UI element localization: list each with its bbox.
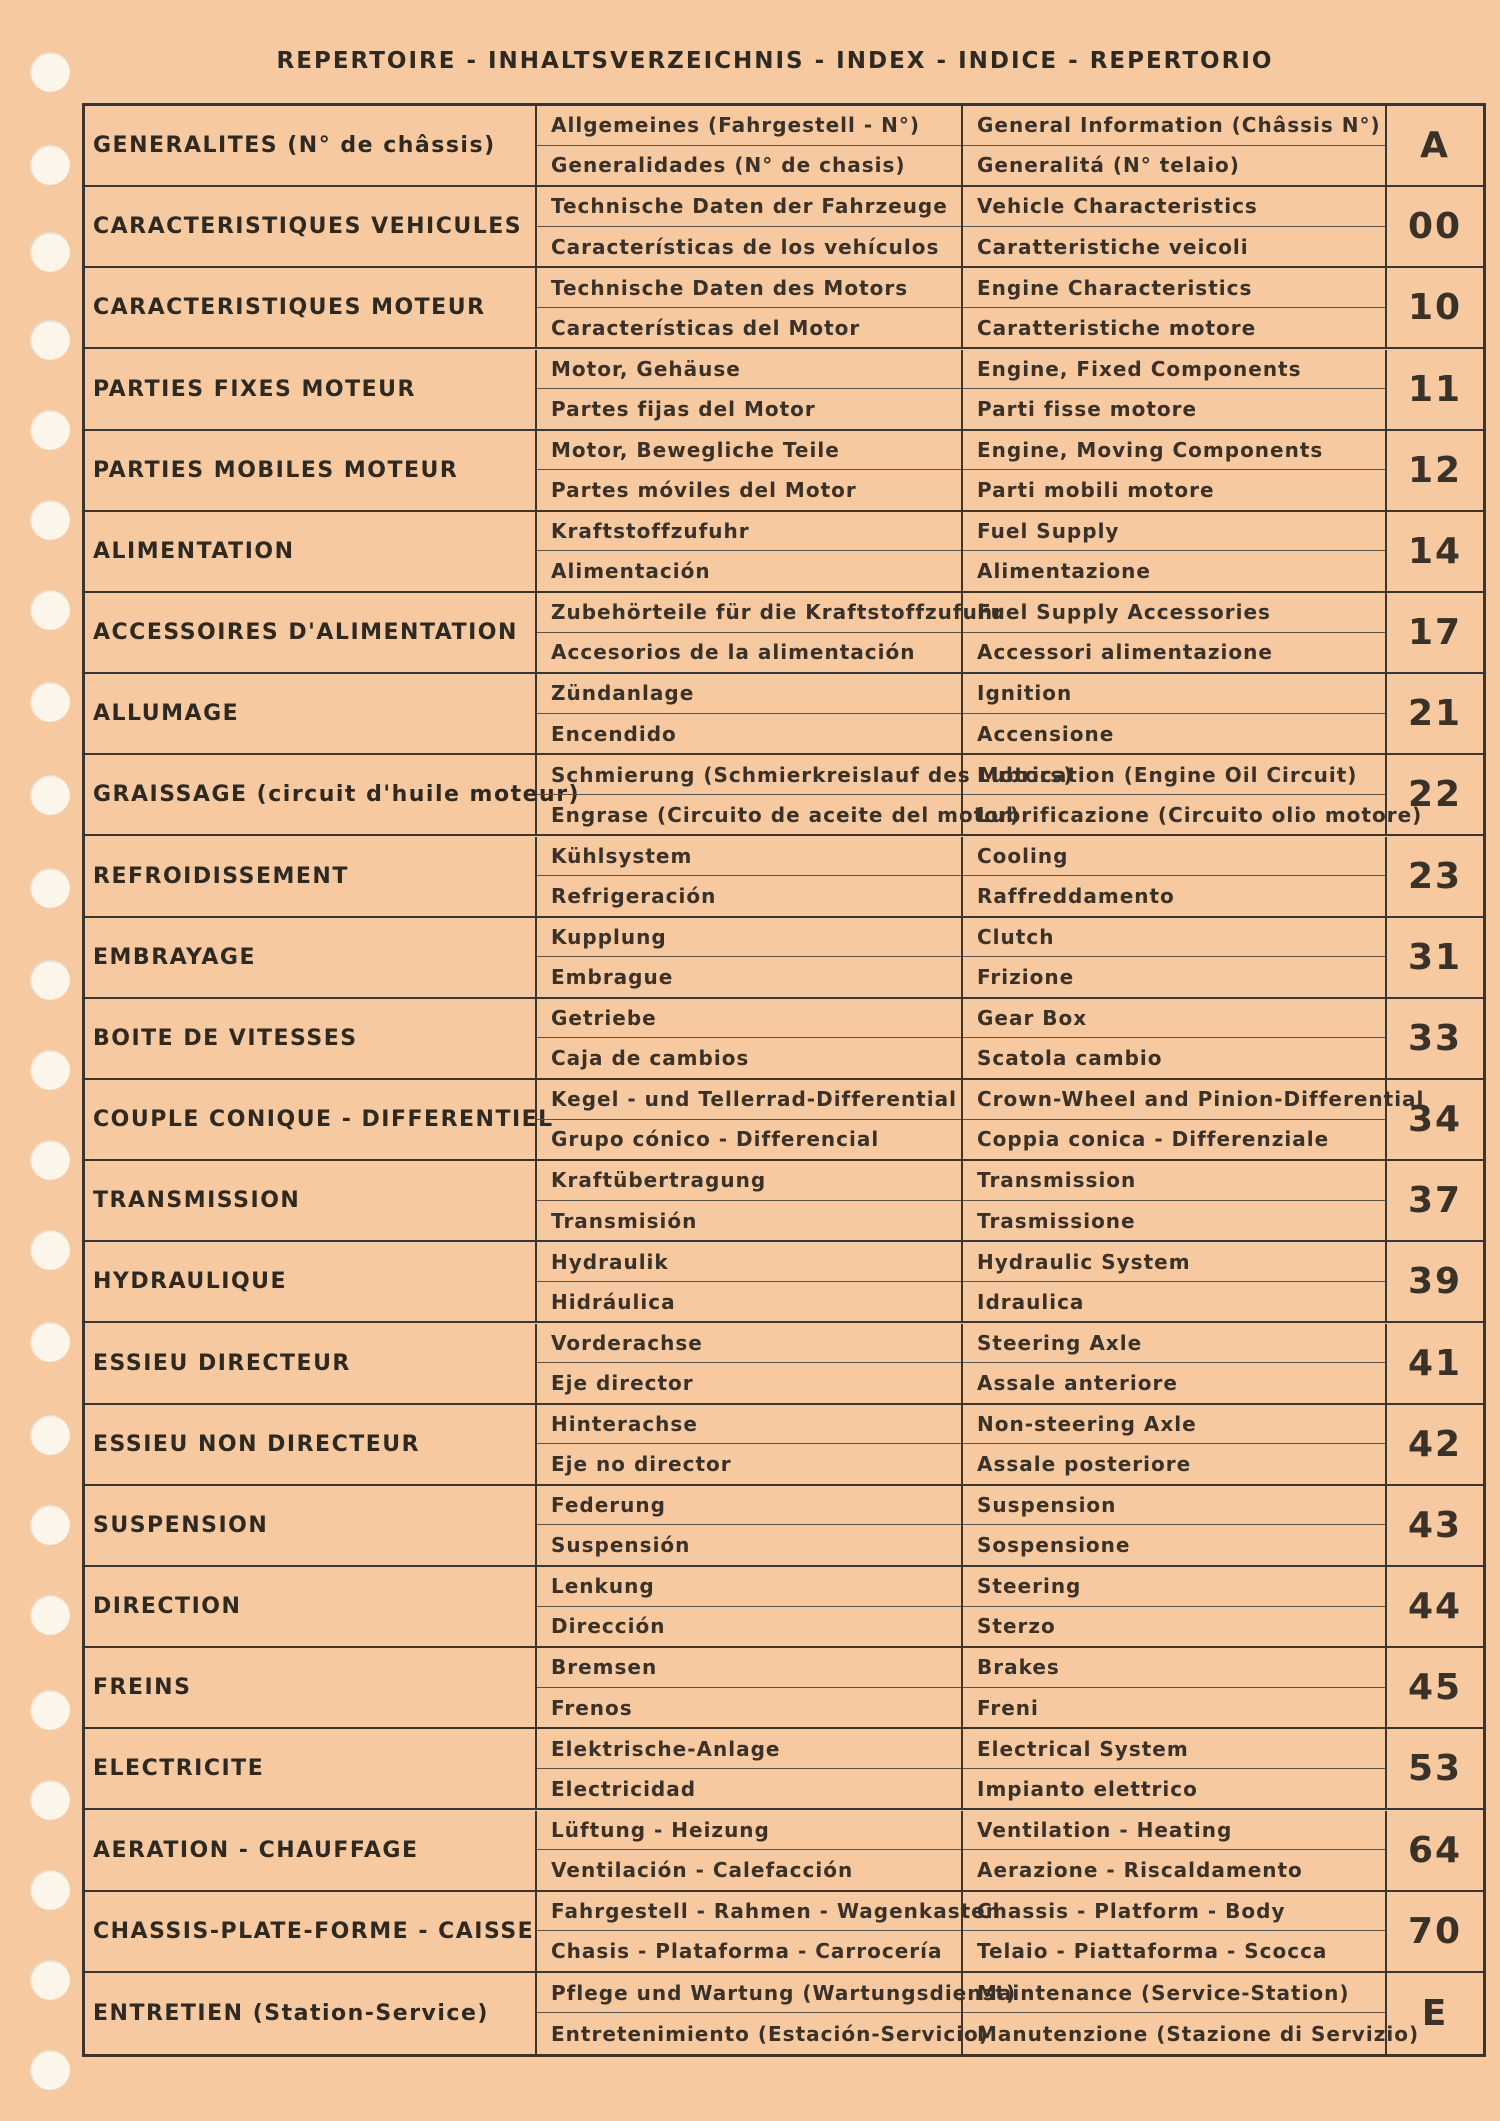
english-italian-cell: [963, 837, 1387, 916]
italian-label: Sterzo: [977, 1614, 1056, 1639]
english-label: Transmission: [963, 1161, 1385, 1201]
german-label: Zubehörteile für die Kraftstoffzufuhr: [537, 593, 961, 633]
italian-label: Freni: [977, 1695, 1039, 1720]
english-label: Engine, Fixed Components: [963, 350, 1385, 390]
table-row: [85, 1405, 1483, 1486]
spanish-label: Características del Motor: [551, 315, 861, 340]
section-code: 21: [1407, 693, 1463, 735]
table-row: [85, 755, 1483, 836]
section-code: 17: [1407, 612, 1463, 654]
english-label: Suspension: [963, 1486, 1385, 1526]
section-code: 14: [1407, 530, 1463, 572]
spanish-label: Características de los vehículos: [551, 234, 940, 259]
table-row: [85, 837, 1483, 918]
binder-hole: [30, 320, 70, 360]
spanish-label: Alimentación: [551, 559, 711, 584]
english-label: Engine, Moving Components: [963, 431, 1385, 471]
binder-hole: [30, 590, 70, 630]
french-heading: PARTIES MOBILES MOTEUR: [85, 431, 537, 510]
german-label: Lüftung - Heizung: [537, 1811, 961, 1851]
english-label: Gear Box: [963, 999, 1385, 1039]
italian-label: Parti fisse motore: [977, 396, 1198, 421]
german-spanish-cell: [537, 837, 963, 916]
table-row: [85, 918, 1483, 999]
binder-hole: [30, 775, 70, 815]
english-label: General Information (Châssis N°): [963, 106, 1385, 146]
german-spanish-cell: [537, 1324, 963, 1403]
english-label: Ignition: [963, 674, 1385, 714]
french-heading: TRANSMISSION: [85, 1161, 537, 1240]
french-heading: CHASSIS-PLATE-FORME - CAISSE: [85, 1892, 537, 1971]
binder-hole: [30, 1960, 70, 2000]
english-italian-cell: [963, 999, 1387, 1078]
german-label: Hydraulik: [537, 1242, 961, 1282]
italian-label: Generalitá (N° telaio): [977, 153, 1240, 178]
german-label: Allgemeines (Fahrgestell - N°): [537, 106, 961, 146]
german-spanish-cell: [537, 999, 963, 1078]
italian-label: Idraulica: [977, 1289, 1085, 1314]
italian-label: Telaio - Piattaforma - Scocca: [977, 1939, 1328, 1964]
english-italian-cell: [963, 1811, 1387, 1890]
english-label: Hydraulic System: [963, 1242, 1385, 1282]
section-code: 33: [1407, 1017, 1463, 1059]
spanish-label: Caja de cambios: [551, 1046, 750, 1071]
french-heading: ALIMENTATION: [85, 512, 537, 591]
french-heading: SUSPENSION: [85, 1486, 537, 1565]
italian-label: Accensione: [977, 721, 1115, 746]
english-italian-cell: [963, 918, 1387, 997]
table-row: [85, 431, 1483, 512]
german-spanish-cell: [537, 1973, 1017, 2054]
italian-label: Accessori alimentazione: [977, 640, 1273, 665]
german-spanish-cell: [537, 918, 963, 997]
german-spanish-cell: [537, 1405, 963, 1484]
table-row: [85, 1729, 1483, 1810]
section-code: 23: [1407, 855, 1463, 897]
french-heading: BOITE DE VITESSES: [85, 999, 537, 1078]
section-code: 44: [1407, 1586, 1463, 1628]
english-italian-cell: [963, 1973, 1420, 2054]
spanish-label: Embrague: [551, 965, 674, 990]
binder-hole: [30, 1505, 70, 1545]
section-code: 42: [1407, 1423, 1463, 1465]
spanish-label: Ventilación - Calefacción: [551, 1857, 854, 1882]
binder-hole: [30, 52, 70, 92]
italian-label: Manutenzione (Stazione di Servizio): [977, 2021, 1420, 2046]
italian-label: Assale anteriore: [977, 1370, 1178, 1395]
section-code: 31: [1407, 936, 1463, 978]
binder-hole: [30, 1415, 70, 1455]
french-heading: AERATION - CHAUFFAGE: [85, 1811, 537, 1890]
french-heading: DIRECTION: [85, 1567, 537, 1646]
english-italian-cell: [963, 1486, 1387, 1565]
german-spanish-cell: [537, 1892, 1001, 1971]
section-code: 43: [1407, 1504, 1463, 1546]
section-code: 37: [1407, 1180, 1463, 1222]
section-code: 64: [1407, 1829, 1463, 1871]
spanish-label: Eje no director: [551, 1452, 732, 1477]
italian-label: Aerazione - Riscaldamento: [977, 1857, 1303, 1882]
german-label: Schmierung (Schmierkreislauf des Motors): [537, 755, 961, 795]
english-italian-cell: [963, 1729, 1387, 1808]
german-spanish-cell: [537, 1161, 963, 1240]
french-heading: REFROIDISSEMENT: [85, 837, 537, 916]
english-italian-cell: [963, 1242, 1387, 1321]
german-label: Fahrgestell - Rahmen - Wagenkasten: [537, 1892, 961, 1932]
french-heading: COUPLE CONIQUE - DIFFERENTIEL: [85, 1080, 537, 1159]
section-code: 39: [1407, 1261, 1463, 1303]
spanish-label: Partes fijas del Motor: [551, 396, 816, 421]
binder-hole: [30, 1322, 70, 1362]
section-code: 70: [1407, 1910, 1463, 1952]
binder-hole: [30, 1050, 70, 1090]
table-row: [85, 1811, 1483, 1892]
binder-holes: [0, 0, 80, 2121]
table-row: [85, 350, 1483, 431]
french-heading: ENTRETIEN (Station-Service): [85, 1973, 537, 2054]
english-label: Ventilation - Heating: [963, 1811, 1385, 1851]
spanish-label: Frenos: [551, 1695, 633, 1720]
spanish-label: Generalidades (N° de chasis): [551, 153, 906, 178]
german-label: Zündanlage: [537, 674, 961, 714]
spanish-label: Accesorios de la alimentación: [551, 640, 916, 665]
german-label: Hinterachse: [537, 1405, 961, 1445]
italian-label: Impianto elettrico: [977, 1776, 1198, 1801]
german-spanish-cell: [537, 1242, 963, 1321]
english-label: Brakes: [963, 1648, 1385, 1688]
table-row: [85, 1242, 1483, 1323]
french-heading: GRAISSAGE (circuit d'huile moteur): [85, 755, 537, 834]
german-spanish-cell: [537, 1729, 963, 1808]
english-label: Steering: [963, 1567, 1385, 1607]
section-code: A: [1420, 125, 1450, 167]
section-code: 00: [1407, 206, 1463, 248]
german-spanish-cell: [537, 187, 963, 266]
german-label: Getriebe: [537, 999, 961, 1039]
binder-hole: [30, 232, 70, 272]
section-code: 12: [1407, 449, 1463, 491]
binder-hole: [30, 500, 70, 540]
italian-label: Alimentazione: [977, 559, 1151, 584]
italian-label: Raffreddamento: [977, 883, 1175, 908]
german-label: Kupplung: [537, 918, 961, 958]
section-code: 10: [1407, 287, 1463, 329]
french-heading: HYDRAULIQUE: [85, 1242, 537, 1321]
spanish-label: Partes móviles del Motor: [551, 478, 857, 503]
spanish-label: Suspensión: [551, 1533, 691, 1558]
german-spanish-cell: [537, 593, 1004, 672]
english-label: Clutch: [963, 918, 1385, 958]
english-label: Chassis - Platform - Body: [963, 1892, 1385, 1932]
binder-hole: [30, 1595, 70, 1635]
spanish-label: Grupo cónico - Differencial: [551, 1127, 880, 1152]
italian-label: Sospensione: [977, 1533, 1131, 1558]
french-heading: PARTIES FIXES MOTEUR: [85, 350, 537, 429]
spanish-label: Engrase (Circuito de aceite del motor): [551, 802, 1021, 827]
english-italian-cell: [963, 1161, 1387, 1240]
german-label: Elektrische-Anlage: [537, 1729, 961, 1769]
german-label: Technische Daten der Fahrzeuge: [537, 187, 961, 227]
binder-hole: [30, 1690, 70, 1730]
german-spanish-cell: [537, 1567, 963, 1646]
french-heading: EMBRAYAGE: [85, 918, 537, 997]
german-label: Kraftstoffzufuhr: [537, 512, 961, 552]
english-label: Lubrication (Engine Oil Circuit): [963, 755, 1385, 795]
english-label: Fuel Supply: [963, 512, 1385, 552]
german-label: Kegel - und Tellerrad-Differential: [537, 1080, 961, 1120]
binder-hole: [30, 1140, 70, 1180]
german-label: Vorderachse: [537, 1324, 961, 1364]
italian-label: Scatola cambio: [977, 1046, 1163, 1071]
binder-hole: [30, 410, 70, 450]
english-italian-cell: [963, 1405, 1387, 1484]
german-spanish-cell: [537, 674, 963, 753]
table-row: [85, 1161, 1483, 1242]
binder-hole: [30, 1780, 70, 1820]
table-row: [85, 999, 1483, 1080]
binder-hole: [30, 960, 70, 1000]
spanish-label: Chasis - Plataforma - Carrocería: [551, 1939, 943, 1964]
german-spanish-cell: [537, 106, 963, 185]
index-table: [82, 103, 1486, 2057]
german-label: Motor, Gehäuse: [537, 350, 961, 390]
english-label: Maintenance (Service-Station): [963, 1973, 1385, 2014]
table-row: [85, 1648, 1483, 1729]
german-spanish-cell: [537, 1486, 963, 1565]
table-row: [85, 1973, 1483, 2054]
italian-label: Trasmissione: [977, 1208, 1136, 1233]
english-italian-cell: [963, 674, 1387, 753]
french-heading: CARACTERISTIQUES VEHICULES: [85, 187, 537, 266]
english-label: Engine Characteristics: [963, 268, 1385, 308]
spanish-label: Encendido: [551, 721, 677, 746]
english-italian-cell: [963, 1324, 1387, 1403]
binder-hole: [30, 682, 70, 722]
section-code: 34: [1407, 1099, 1463, 1141]
english-italian-cell: [963, 512, 1387, 591]
italian-label: Lubrificazione (Circuito olio motore): [977, 802, 1423, 827]
italian-label: Caratteristiche motore: [977, 315, 1257, 340]
table-row: [85, 187, 1483, 268]
english-label: Cooling: [963, 837, 1385, 877]
table-row: [85, 268, 1483, 349]
german-label: Motor, Bewegliche Teile: [537, 431, 961, 471]
table-row: [85, 1567, 1483, 1648]
french-heading: ESSIEU DIRECTEUR: [85, 1324, 537, 1403]
spanish-label: Transmisión: [551, 1208, 698, 1233]
binder-hole: [30, 868, 70, 908]
italian-label: Assale posteriore: [977, 1452, 1192, 1477]
italian-label: Coppia conica - Differenziale: [977, 1127, 1330, 1152]
english-italian-cell: [963, 755, 1423, 834]
english-italian-cell: [963, 431, 1387, 510]
table-row: [85, 1324, 1483, 1405]
section-code: 41: [1407, 1342, 1463, 1384]
french-heading: CARACTERISTIQUES MOTEUR: [85, 268, 537, 347]
english-italian-cell: [963, 106, 1387, 185]
table-row: [85, 512, 1483, 593]
german-spanish-cell: [537, 755, 1074, 834]
german-spanish-cell: [537, 1648, 963, 1727]
binder-hole: [30, 1870, 70, 1910]
table-row: [85, 1892, 1483, 1973]
english-label: Non-steering Axle: [963, 1405, 1385, 1445]
section-code: 11: [1407, 368, 1463, 410]
english-italian-cell: [963, 593, 1387, 672]
german-label: Federung: [537, 1486, 961, 1526]
german-label: Lenkung: [537, 1567, 961, 1607]
english-italian-cell: [963, 187, 1387, 266]
english-italian-cell: [963, 1892, 1387, 1971]
page-title: REPERTOIRE - INHALTSVERZEICHNIS - INDEX - INDICE - REPERTORIO: [276, 48, 1274, 74]
german-spanish-cell: [537, 1811, 963, 1890]
english-italian-cell: [963, 350, 1387, 429]
english-label: Electrical System: [963, 1729, 1385, 1769]
spanish-label: Refrigeración: [551, 883, 717, 908]
table-row: [85, 593, 1483, 674]
french-heading: FREINS: [85, 1648, 537, 1727]
binder-hole: [30, 2050, 70, 2090]
italian-label: Frizione: [977, 965, 1075, 990]
italian-label: Parti mobili motore: [977, 478, 1215, 503]
english-italian-cell: [963, 1080, 1425, 1159]
table-row: [85, 1080, 1483, 1161]
spanish-label: Eje director: [551, 1370, 694, 1395]
english-label: Crown-Wheel and Pinion-Differential: [963, 1080, 1385, 1120]
section-code: 45: [1407, 1667, 1463, 1709]
german-label: Technische Daten des Motors: [537, 268, 961, 308]
table-row: [85, 106, 1483, 187]
german-label: Kraftübertragung: [537, 1161, 961, 1201]
french-heading: ELECTRICITE: [85, 1729, 537, 1808]
table-row: [85, 674, 1483, 755]
spanish-label: Entretenimiento (Estación-Servicio): [551, 2021, 989, 2046]
binder-hole: [30, 145, 70, 185]
german-spanish-cell: [537, 268, 963, 347]
german-label: Bremsen: [537, 1648, 961, 1688]
english-italian-cell: [963, 268, 1387, 347]
spanish-label: Hidráulica: [551, 1289, 676, 1314]
english-label: Vehicle Characteristics: [963, 187, 1385, 227]
german-label: Pflege und Wartung (Wartungsdienst): [537, 1973, 961, 2014]
french-heading: GENERALITES (N° de châssis): [85, 106, 537, 185]
english-label: Fuel Supply Accessories: [963, 593, 1385, 633]
english-italian-cell: [963, 1648, 1387, 1727]
section-code: 22: [1407, 774, 1463, 816]
german-spanish-cell: [537, 350, 963, 429]
italian-label: Caratteristiche veicoli: [977, 234, 1249, 259]
table-row: [85, 1486, 1483, 1567]
spanish-label: Electricidad: [551, 1776, 697, 1801]
german-label: Kühlsystem: [537, 837, 961, 877]
binder-hole: [30, 1230, 70, 1270]
english-italian-cell: [963, 1567, 1387, 1646]
spanish-label: Dirección: [551, 1614, 666, 1639]
section-code: E: [1421, 1992, 1449, 2034]
section-code: 53: [1407, 1748, 1463, 1790]
french-heading: ALLUMAGE: [85, 674, 537, 753]
german-spanish-cell: [537, 431, 963, 510]
french-heading: ACCESSOIRES D'ALIMENTATION: [85, 593, 537, 672]
french-heading: ESSIEU NON DIRECTEUR: [85, 1405, 537, 1484]
german-spanish-cell: [537, 512, 963, 591]
english-label: Steering Axle: [963, 1324, 1385, 1364]
german-spanish-cell: [537, 1080, 963, 1159]
